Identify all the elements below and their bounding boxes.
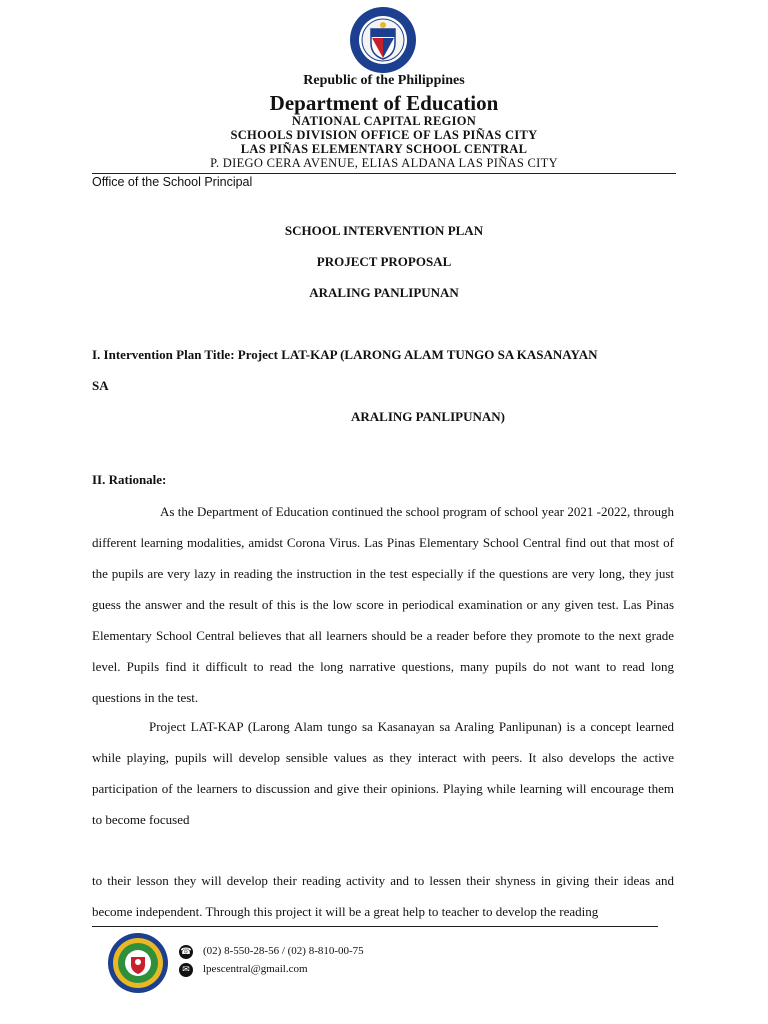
school-address: P. DIEGO CERA AVENUE, ELIAS ALDANA LAS PIÑAS CITY [210, 156, 558, 170]
department-title: Department of Education [269, 91, 499, 115]
rationale-paragraph-3: to their lesson they will develop their reading activity and to lessen their shyness in giving their ideas and become independent. Through this project it will be a great help to teacher to develop the reading [92, 873, 674, 919]
footer-phone: (02) 8-550-28-56 / (02) 8-810-00-75 [203, 945, 364, 957]
proposal-title: PROJECT PROPOSAL [316, 254, 452, 269]
intervention-title-line-1: I. Intervention Plan Title: Project LAT-KAP (LARONG ALAM TUNGO SA KASANAYAN [92, 347, 598, 362]
rationale-paragraph-1: As the Department of Education continued the school program of school year 2021 -2022, through different learning modalities, amidst Corona Virus. Las Pinas Elementary School Central find out that most of the pupils are very lazy in reading the instruction in the test especially if the questions are very long, they just guess the answer and the result of this is the low score in periodical examination or any given test. Las Pinas Elementary School Central believes that all learners should be a reader before they promote to the next grade level. Pupils find it difficult to read the long narrative questions, many pupils do not want to read long questions in the test. [92, 504, 674, 705]
intervention-title-line-3: ARALING PANLIPUNAN) [351, 409, 505, 424]
republic-text: Republic of the Philippines [303, 73, 465, 88]
school-name: LAS PIÑAS ELEMENTARY SCHOOL CENTRAL [240, 142, 528, 156]
plan-title: SCHOOL INTERVENTION PLAN [284, 223, 484, 238]
region-text: NATIONAL CAPITAL REGION [291, 114, 477, 128]
school-logo [107, 932, 169, 994]
intervention-title-line-2: SA [92, 378, 109, 393]
rationale-paragraph-2: Project LAT-KAP (Larong Alam tungo sa Kasanayan sa Araling Panlipunan) is a concept learned while playing, pupils will develop sensible values as they interact with peers. It also develops the active participation of the learners to discussion and give their opinions. Playing while learning will encourage them to become focused [92, 719, 674, 827]
footer-divider [92, 926, 658, 927]
footer-email[interactable]: lpescentral@gmail.com [203, 963, 308, 975]
subject-title: ARALING PANLIPUNAN [309, 285, 459, 300]
mail-icon: ✉ [179, 963, 193, 977]
phone-icon: ☎ [180, 947, 192, 957]
header-divider [92, 173, 676, 174]
division-text: SCHOOLS DIVISION OFFICE OF LAS PIÑAS CITY [230, 128, 538, 142]
deped-seal [341, 5, 425, 75]
rationale-heading: II. Rationale: [92, 472, 167, 487]
office-label: Office of the School Principal [92, 175, 253, 189]
